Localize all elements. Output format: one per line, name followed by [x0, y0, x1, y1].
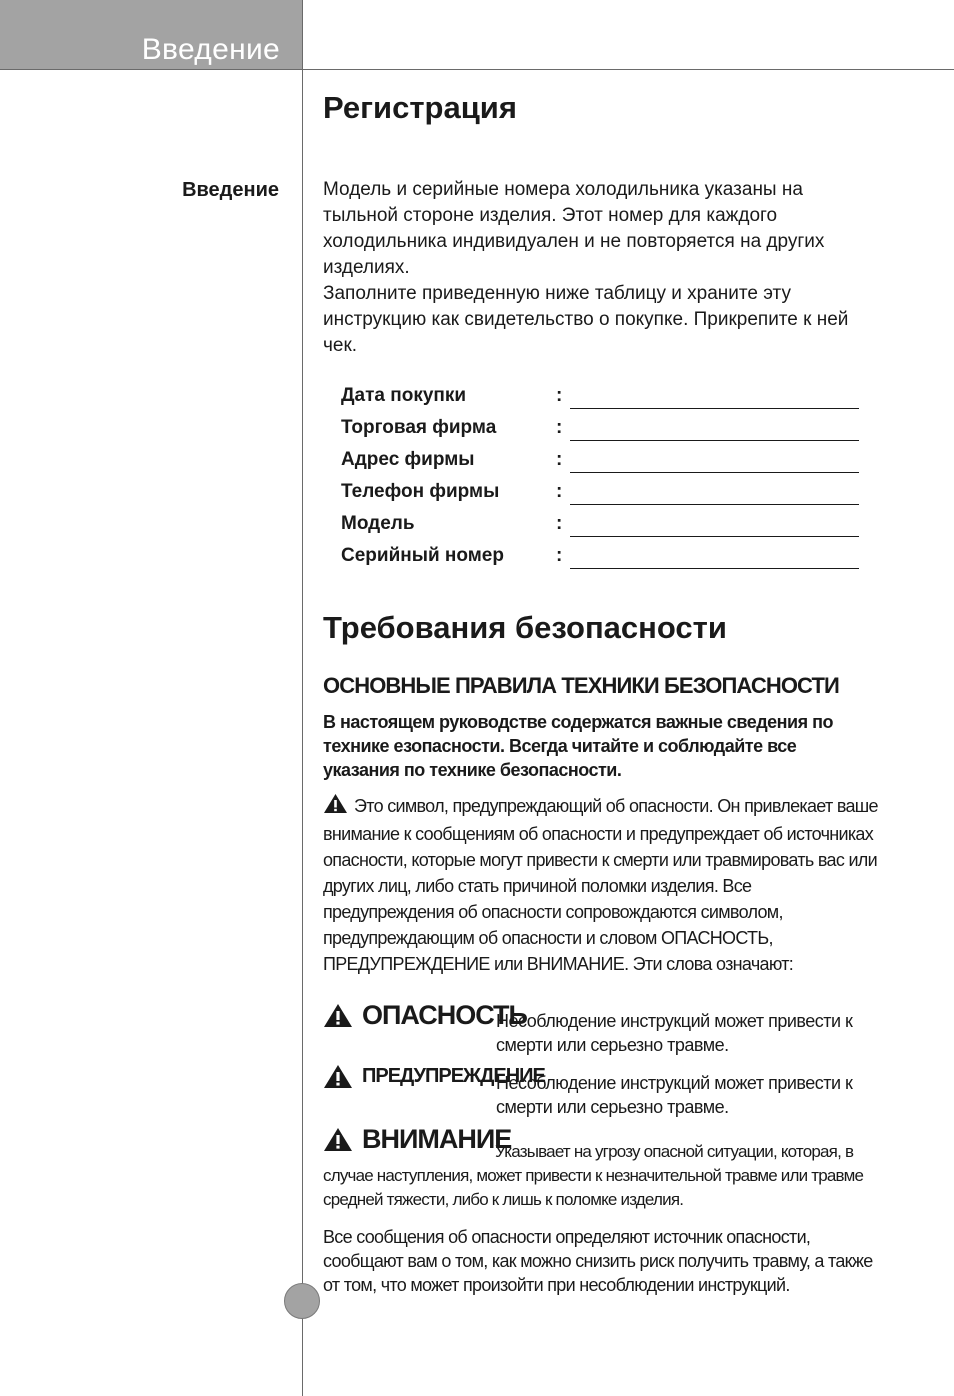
warning-description: Несоблюдение инструкций может привести к смерти или серьезно травме. — [496, 1073, 853, 1117]
warning-triangle-icon — [323, 1003, 353, 1028]
header-divider — [0, 69, 954, 70]
form-colon: : — [556, 449, 563, 470]
form-row-purchase-date — [341, 384, 861, 416]
form-row-dealer — [341, 416, 861, 448]
form-colon: : — [556, 481, 563, 502]
side-section-label: Введение — [182, 179, 279, 201]
column-divider — [302, 0, 303, 1396]
section-tab-label: Введение — [141, 33, 280, 66]
form-label: Телефон фирмы — [341, 481, 500, 502]
safety-intro: В настоящем руководстве содержатся важные сведения по технике езопасности. Всегда читайте и соблюдайте все указания по технике безопасности. — [323, 712, 833, 780]
form-fill-line[interactable] — [570, 408, 859, 409]
registration-paragraph-1: Модель и серийные номера холодильника указаны на тыльной стороне изделия. Этот номер для каждого холодильника индивидуален и не повторяется на других изделиях. — [323, 179, 825, 278]
form-colon: : — [556, 385, 563, 406]
form-fill-line[interactable] — [570, 536, 859, 537]
section-tab — [0, 0, 302, 69]
symbol-explanation — [323, 793, 878, 977]
form-label: Торговая фирма — [341, 417, 497, 438]
form-fill-line[interactable] — [570, 472, 859, 473]
caution-description: Указывает на угрозу опасной ситуации, которая, в случае наступления, может привести к незначительной травме или травме средней тяжести, либо к лишь к поломке изделия. — [323, 1142, 864, 1209]
safety-title: Требования безопасности — [323, 610, 727, 645]
form-row-dealer-address — [341, 448, 861, 480]
form-label: Серийный номер — [341, 545, 504, 566]
form-fill-line[interactable] — [570, 504, 859, 505]
form-colon: : — [556, 417, 563, 438]
form-label: Адрес фирмы — [341, 449, 475, 470]
form-label: Модель — [341, 513, 415, 534]
form-colon: : — [556, 513, 563, 534]
form-fill-line[interactable] — [570, 568, 859, 569]
registration-title: Регистрация — [323, 90, 517, 125]
registration-text — [323, 177, 868, 359]
form-label: Дата покупки — [341, 385, 467, 406]
form-row-dealer-phone — [341, 480, 861, 512]
safety-summary: Все сообщения об опасности определяют источник опасности, сообщают вам о том, как можно снизить риск получить травму, а также от том, что может произойти при несоблюдении инструкций. — [323, 1227, 873, 1295]
danger-label-text: ОПАСНОСТЬ — [362, 1000, 527, 1030]
page-circle — [284, 1283, 320, 1319]
registration-paragraph-2: Заполните приведенную ниже таблицу и храните эту инструкцию как свидетельство о покупке. Прикрепите к ней чек. — [323, 283, 849, 356]
caution-label-text: ВНИМАНИЕ — [362, 1124, 512, 1154]
warning-triangle-icon — [323, 1064, 353, 1089]
form-row-serial-number — [341, 544, 861, 576]
registration-form — [341, 384, 861, 576]
warning-label-text: ПРЕДУПРЕЖДЕНИЕ — [362, 1065, 545, 1087]
form-colon: : — [556, 545, 563, 566]
form-fill-line[interactable] — [570, 440, 859, 441]
symbol-explanation-text: Это символ, предупреждающий об опасности. Он привлекает ваше внимание к сообщениям об опасности и предупреждает об источниках опасности, которые могут привести к смерти или травмировать вас или других лиц, либо стать причиной поломки изделия. Все предупреждения об опасности сопровождаются символом, предупреждающим об опасности и словом ОПАСНОСТЬ, ПРЕДУПРЕЖДЕНИЕ или ВНИМАНИЕ. Эти слова означают: — [323, 796, 878, 974]
safety-subtitle: ОСНОВНЫЕ ПРАВИЛА ТЕХНИКИ БЕЗОПАСНОСТИ — [323, 673, 839, 698]
form-row-model — [341, 512, 861, 544]
warning-triangle-icon — [323, 793, 348, 821]
danger-description: Несоблюдение инструкций может привести к смерти или серьезно травме. — [496, 1011, 853, 1055]
